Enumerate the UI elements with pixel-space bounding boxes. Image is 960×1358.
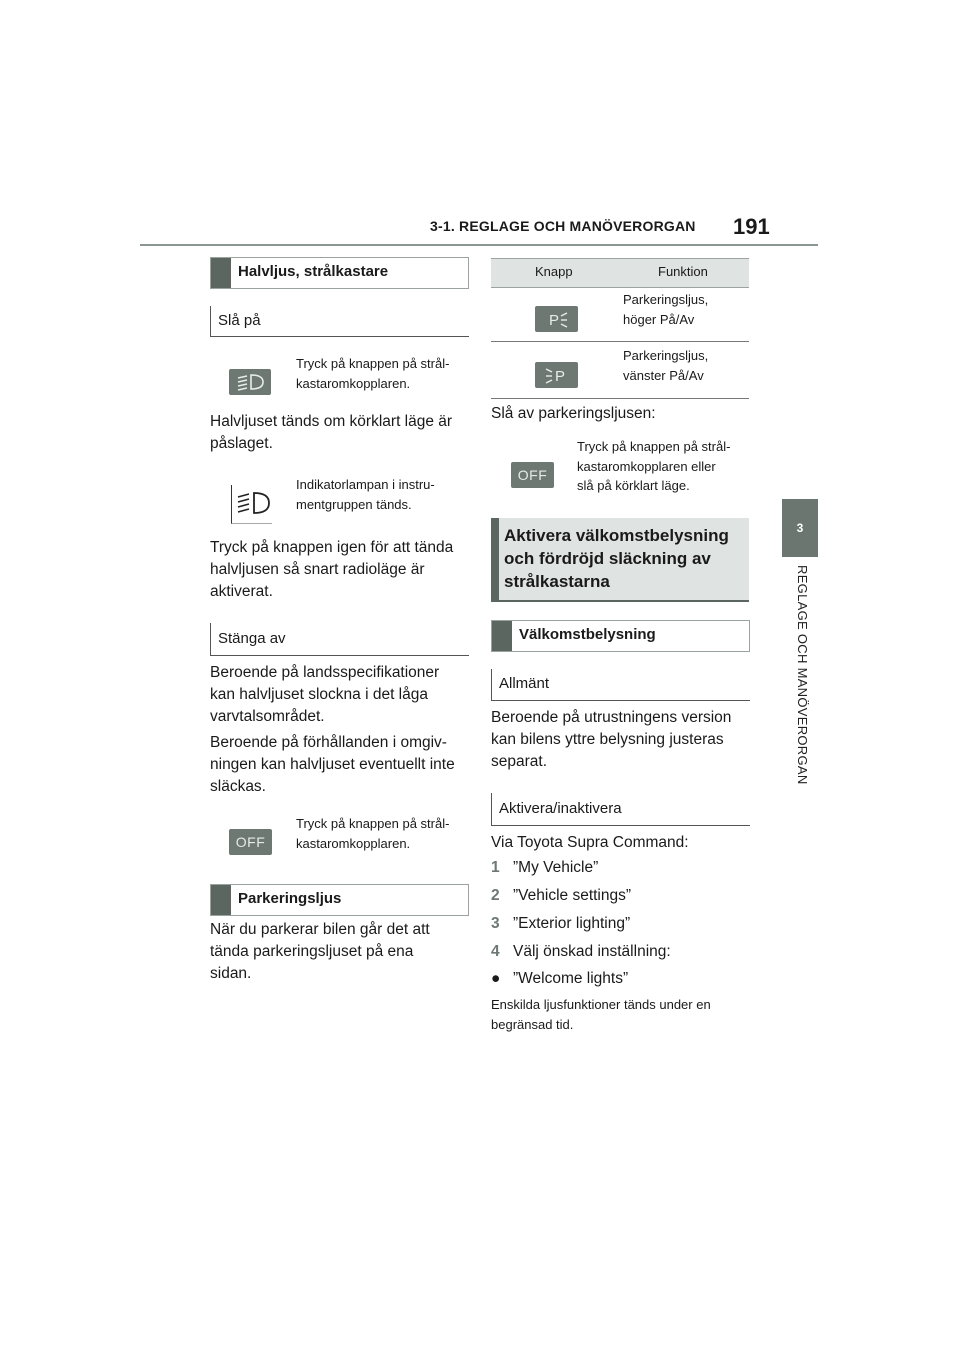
svg-text:P: P (548, 312, 559, 329)
table-row (491, 286, 749, 342)
list-item (491, 857, 598, 879)
subsection-title: Aktivera/inaktivera (499, 800, 622, 817)
bullet-item (491, 968, 628, 990)
subsection-title: Stänga av (218, 630, 286, 647)
indicator-frame (231, 485, 272, 524)
paragraph: Beroende på landsspecifikationer kan halvljuset slockna i det låga varvtalsområdet. (210, 664, 440, 725)
chapter-tab: 3 (782, 499, 818, 557)
table-cell-function: Parkeringsljus, vänster På/Av (623, 348, 709, 383)
subsection-title: Slå på (218, 312, 261, 329)
list-item (491, 941, 671, 963)
section-low-beam (210, 257, 469, 289)
section-title: Halvljus, strålkastare (238, 263, 389, 280)
step-text: ”My Vehicle” (513, 859, 599, 876)
table-header-button: Knapp (535, 264, 573, 279)
off-button-icon: OFF (229, 829, 272, 855)
step-text: Välj önskad inställning: (513, 943, 671, 960)
step-number: 2 (491, 887, 500, 904)
bullet-text: ”Welcome lights” (513, 970, 629, 987)
indicator-text: Indikatorlampan i instru- mentgruppen tänds. (296, 477, 435, 512)
header-rule (140, 244, 818, 246)
section-marker (492, 621, 512, 651)
parking-light-right-icon (535, 306, 578, 332)
subsection-toggle (491, 793, 750, 826)
table-row (491, 342, 749, 399)
step-number: 4 (491, 943, 500, 960)
list-item (491, 913, 630, 935)
section-marker (211, 885, 231, 915)
step-text: ”Exterior lighting” (513, 915, 631, 932)
paragraph: Slå av parkeringsljusen: (491, 405, 656, 422)
off-text: Tryck på knappen på strål- kastaromkopplaren eller slå på körklart läge. (577, 439, 731, 493)
note-text: Enskilda ljusfunktioner tänds under en begränsad tid. (491, 997, 711, 1032)
paragraph: Beroende på utrustningens version kan bilens yttre belysning justeras separat. (491, 709, 732, 770)
page-number: 191 (733, 214, 770, 239)
section-marker (491, 518, 499, 600)
subsection-turn-off (210, 623, 469, 656)
svg-text:P: P (554, 368, 565, 385)
chapter-side-label: REGLAGE OCH MANÖVERORGAN (795, 565, 810, 785)
subsection-general (491, 669, 750, 701)
step-off-text: Tryck på knappen på strål- kastaromkopplaren. (296, 816, 450, 851)
step-number: 1 (491, 859, 500, 876)
section-title: Välkomstbelysning (519, 626, 656, 643)
low-beam-button-icon (229, 369, 271, 395)
off-button-icon: OFF (511, 462, 554, 488)
step-text: ”Vehicle settings” (513, 887, 632, 904)
subsection-title: Allmänt (499, 675, 550, 692)
section-welcome-lighting (491, 518, 749, 602)
subsection-turn-on (210, 306, 469, 337)
paragraph: Tryck på knappen igen för att tända halvljusen så snart radioläge är aktiverat. (210, 539, 454, 600)
section-title: Parkeringsljus (238, 890, 342, 907)
bullet-dot-icon: ● (491, 970, 501, 987)
paragraph: Via Toyota Supra Command: (491, 834, 689, 851)
list-item (491, 885, 631, 907)
chapter-title: 3-1. REGLAGE OCH MANÖVERORGAN (430, 218, 696, 234)
section-welcome-lights (491, 620, 750, 652)
paragraph: Halvljuset tänds om körklart läge är påslaget. (210, 413, 453, 452)
parking-light-left-icon (535, 362, 578, 388)
step-on-text: Tryck på knappen på strål- kastaromkopplaren. (296, 356, 450, 391)
low-beam-indicator-icon (232, 485, 272, 521)
table-header (491, 258, 749, 288)
section-parking-light (210, 884, 469, 916)
table-header-function: Funktion (658, 264, 708, 279)
step-number: 3 (491, 915, 500, 932)
section-marker (211, 258, 231, 288)
paragraph: Beroende på förhållanden i omgiv- ningen kan halvljuset eventuellt inte släckas. (210, 734, 455, 795)
table-cell-function: Parkeringsljus, höger På/Av (623, 292, 709, 327)
section-title: Aktivera välkomstbelysning och fördröjd släckning av strålkastarna (504, 526, 729, 591)
paragraph: När du parkerar bilen går det att tända parkeringsljuset på ena sidan. (210, 921, 430, 982)
